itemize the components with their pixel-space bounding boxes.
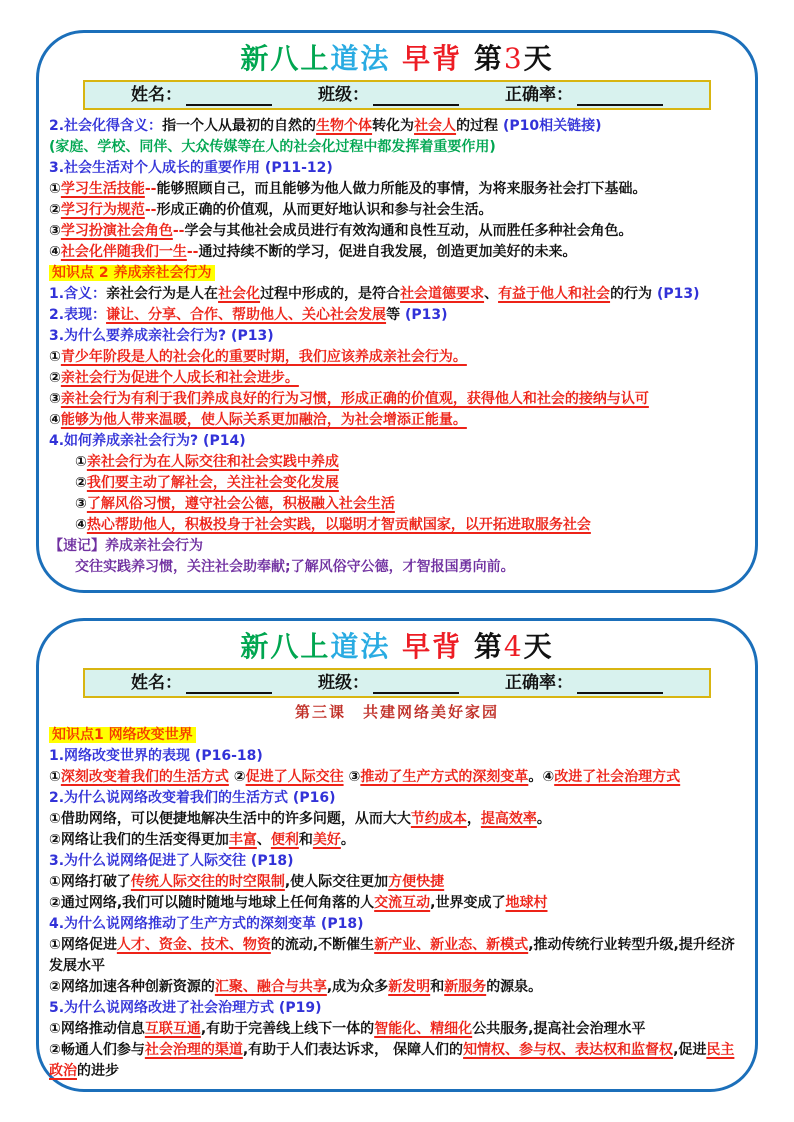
text-segment: 的行为: [610, 286, 657, 302]
text-segment: 美好: [312, 832, 341, 848]
text-line: [49, 473, 747, 494]
text-segment: 知情权、参与权、表达权和监督权: [463, 1042, 674, 1058]
text-line: [49, 893, 747, 914]
text-segment: ②: [75, 475, 87, 491]
text-line: [49, 326, 747, 347]
text-segment: 。④: [528, 769, 555, 785]
text-line: [49, 809, 747, 830]
title-segment: 道法: [330, 630, 391, 663]
text-segment: 【速记】养成亲社会行为: [49, 538, 203, 554]
subtitle-segment: 第三课 共建网络美好家园: [294, 703, 499, 721]
text-segment: ②网络让我们的生活变得更加: [49, 832, 229, 848]
text-line: [49, 515, 747, 536]
text-segment: 和: [430, 979, 445, 995]
text-line: [49, 452, 747, 473]
panel-body: [39, 114, 755, 578]
name-field: [131, 672, 272, 694]
text-segment: 人才、资金、技术、物资: [116, 937, 271, 953]
text-segment: ①借助网络，可以便捷地解决生活中的许多问题，从而大大: [49, 811, 411, 827]
text-segment: 等: [386, 307, 405, 323]
text-segment: 1.含义：: [49, 286, 107, 302]
panel-title: [39, 42, 755, 76]
text-segment: 交流互动: [374, 895, 431, 911]
text-segment: 2.为什么说网络改变着我们的生活方式 (P16): [49, 790, 336, 806]
class-label: 班级：: [318, 673, 369, 693]
text-segment: ②通过网络,我们可以随时随地与地球上任何角落的人: [49, 895, 375, 911]
text-segment: 和: [298, 832, 313, 848]
text-line: [49, 767, 747, 788]
class-blank: [373, 89, 459, 106]
text-segment: 学习扮演社会角色: [60, 223, 173, 239]
text-segment: 亲社会行为在人际交往和社会实践中养成: [86, 454, 339, 470]
text-segment: 、: [256, 832, 271, 848]
text-segment: ,有助于完善线上线下一体的: [200, 1021, 375, 1037]
title-segment: 第: [462, 630, 504, 663]
text-segment: 交往实践养习惯，关注社会助奉献;了解风俗守公德，才智报国勇向前。: [75, 559, 515, 575]
text-segment: 2.社会化得含义：: [49, 118, 163, 134]
text-segment: 知识点1 网络改变世界: [49, 727, 196, 743]
text-segment: 、: [484, 286, 499, 302]
text-segment: 2.表现：: [49, 307, 107, 323]
text-segment: 。: [340, 832, 355, 848]
text-segment: 4.为什么说网络推动了生产方式的深刻变革 (P18): [49, 916, 364, 932]
text-segment: --: [172, 223, 185, 239]
text-segment: ①: [75, 454, 87, 470]
accuracy-blank: [577, 677, 663, 694]
text-segment: 的进步: [77, 1063, 119, 1079]
title-segment: 3: [503, 42, 524, 75]
text-segment: ②: [49, 202, 61, 218]
text-segment: 青少年阶段是人的社会化的重要时期，我们应该养成亲社会行为。: [60, 349, 467, 365]
text-segment: 新产业、新业态、新模式: [374, 937, 529, 953]
title-segment: 早背: [390, 630, 463, 663]
title-segment: 4: [503, 630, 524, 663]
text-line: [49, 725, 747, 746]
text-line: [49, 1019, 747, 1040]
title-segment: 天: [523, 42, 554, 75]
accuracy-blank: [577, 89, 663, 106]
text-line: [49, 263, 747, 284]
info-bar: [83, 80, 711, 110]
text-segment: 1.网络改变世界的表现 (P16-18): [49, 748, 263, 764]
text-segment: 学会与其他社会成员进行有效沟通和良性互动，从而胜任多种社会角色。: [184, 223, 633, 239]
text-line: [49, 389, 747, 410]
text-line: [49, 788, 747, 809]
text-line: [49, 851, 747, 872]
text-segment: ,世界变成了: [430, 895, 506, 911]
text-segment: 知识点 2 养成亲社会行为: [49, 265, 215, 281]
text-segment: 推动了生产方式的深刻变革: [360, 769, 529, 785]
text-segment: (P13): [404, 307, 448, 323]
text-segment: 传统人际交往的时空限制: [130, 874, 285, 890]
text-segment: ①: [49, 349, 61, 365]
text-segment: 能够照顾自己，而且能够为他人做力所能及的事情，为将来服务社会打下基础。: [156, 181, 647, 197]
text-segment: 生物个体: [316, 118, 373, 134]
title-segment: 第: [462, 42, 504, 75]
text-segment: ,成为众多: [326, 979, 389, 995]
text-segment: ②畅通人们参与: [49, 1042, 145, 1058]
title-segment: 新八上: [240, 630, 331, 663]
text-segment: 亲社会行为有利于我们养成良好的行为习惯，形成正确的价值观，获得他人和社会的接纳与认可: [60, 391, 649, 407]
class-label: 班级：: [318, 85, 369, 105]
class-blank: [373, 677, 459, 694]
text-line: [49, 536, 747, 557]
text-segment: ②: [228, 769, 246, 785]
text-segment: 能够为他人带来温暖，使人际关系更加融洽，为社会增添正能量。: [60, 412, 467, 428]
text-segment: 汇聚、融合与共享: [214, 979, 327, 995]
text-segment: 谦让、分享、合作、帮助他人、关心社会发展: [106, 307, 387, 323]
text-segment: (家庭、学校、同伴、大众传媒等在人的社会化过程中都发挥着重要作用): [49, 139, 496, 155]
text-line: [49, 305, 747, 326]
accuracy-label: 正确率：: [505, 85, 573, 105]
text-segment: 新服务: [444, 979, 487, 995]
accuracy-field: [505, 672, 663, 694]
text-line: [49, 977, 747, 998]
text-segment: 3.为什么要养成亲社会行为? (P13): [49, 328, 274, 344]
text-segment: ,有助于人们表达诉求， 保障人们的: [242, 1042, 464, 1058]
text-segment: ④: [75, 517, 87, 533]
text-line: [49, 368, 747, 389]
text-line: [49, 410, 747, 431]
panel-title: [39, 630, 755, 664]
text-segment: ①: [49, 769, 61, 785]
text-segment: ②网络加速各种创新资源的: [49, 979, 215, 995]
text-segment: ④: [49, 412, 61, 428]
text-segment: 过程中形成的，是符合: [260, 286, 401, 302]
text-segment: 3.为什么说网络促进了人际交往 (P18): [49, 853, 294, 869]
text-segment: 智能化、精细化: [374, 1021, 473, 1037]
text-segment: 亲社会行为是人在: [106, 286, 219, 302]
text-segment: --: [144, 181, 157, 197]
text-line: [49, 242, 747, 263]
text-segment: 热心帮助他人，积极投身于社会实践，以聪明才智贡献国家，以开拓进取服务社会: [86, 517, 591, 533]
text-line: [49, 116, 747, 137]
text-segment: 有益于他人和社会: [498, 286, 611, 302]
text-segment: 社会道德要求: [400, 286, 485, 302]
name-field: [131, 84, 272, 106]
text-segment: ①: [49, 181, 61, 197]
text-segment: ①网络打破了: [49, 874, 131, 890]
name-label: 姓名：: [131, 673, 182, 693]
text-segment: 社会化伴随我们一生: [60, 244, 187, 260]
text-segment: 社会人: [414, 118, 457, 134]
text-segment: 公共服务,提高社会治理水平: [472, 1021, 646, 1037]
text-segment: 促进了人际交往: [245, 769, 344, 785]
class-field: [318, 672, 459, 694]
text-segment: 5.为什么说网络改进了社会治理方式 (P19): [49, 1000, 322, 1016]
name-blank: [186, 677, 272, 694]
text-segment: 地球村: [505, 895, 548, 911]
text-segment: (P13): [656, 286, 700, 302]
text-segment: ①网络推动信息: [49, 1021, 145, 1037]
text-line: [49, 200, 747, 221]
text-segment: 提高效率: [480, 811, 537, 827]
text-line: [49, 179, 747, 200]
accuracy-label: 正确率：: [505, 673, 573, 693]
panel-body: [39, 723, 755, 1082]
text-segment: 我们要主动了解社会，关注社会变化发展: [86, 475, 339, 491]
text-segment: 转化为: [372, 118, 415, 134]
text-segment: 社会化: [218, 286, 261, 302]
text-line: [49, 914, 747, 935]
text-segment: ,推动传统行业转型升级,提升经济发展水平: [49, 937, 735, 974]
text-line: [49, 137, 747, 158]
text-line: [49, 746, 747, 767]
text-segment: ②: [49, 370, 61, 386]
text-segment: ①网络促进: [49, 937, 117, 953]
text-segment: ③: [49, 223, 61, 239]
text-segment: 通过持续不断的学习，促进自我发展，创造更加美好的未来。: [198, 244, 577, 260]
text-line: [49, 347, 747, 368]
text-segment: 新发明: [388, 979, 431, 995]
text-segment: 3.社会生活对个人成长的重要作用 (P11-12): [49, 160, 333, 176]
text-line: [49, 431, 747, 452]
text-line: [49, 830, 747, 851]
name-blank: [186, 89, 272, 106]
name-label: 姓名：: [131, 85, 182, 105]
text-segment: ④: [49, 244, 61, 260]
text-segment: 亲社会行为促进个人成长和社会进步。: [60, 370, 299, 386]
title-segment: 早背: [390, 42, 463, 75]
text-segment: 深刻改变着我们的生活方式: [60, 769, 229, 785]
title-segment: 新八上: [240, 42, 331, 75]
text-segment: 节约成本: [410, 811, 467, 827]
title-segment: 道法: [330, 42, 391, 75]
text-line: [49, 557, 747, 578]
title-segment: 天: [523, 630, 554, 663]
text-segment: ③: [75, 496, 87, 512]
text-segment: --: [186, 244, 199, 260]
text-segment: ,促进: [673, 1042, 707, 1058]
day3-panel: [36, 30, 758, 593]
text-segment: 。: [536, 811, 551, 827]
text-line: [49, 494, 747, 515]
text-segment: (P10相关链接): [502, 118, 602, 134]
text-segment: ③: [49, 391, 61, 407]
day4-panel: [36, 618, 758, 1092]
text-segment: 便利: [270, 832, 299, 848]
text-segment: 的过程: [456, 118, 503, 134]
accuracy-field: [505, 84, 663, 106]
text-segment: 的源泉。: [486, 979, 543, 995]
text-line: [49, 872, 747, 893]
lesson-subtitle: [39, 702, 755, 722]
text-segment: 指一个人从最初的自然的: [162, 118, 317, 134]
text-segment: ③: [343, 769, 361, 785]
text-segment: 形成正确的价值观，从而更好地认识和参与社会生活。: [156, 202, 493, 218]
text-line: [49, 221, 747, 242]
text-segment: ,使人际交往更加: [284, 874, 389, 890]
info-bar: [83, 668, 711, 698]
text-line: [49, 935, 747, 977]
class-field: [318, 84, 459, 106]
text-segment: 方便快捷: [388, 874, 445, 890]
text-segment: 学习生活技能: [60, 181, 145, 197]
text-line: [49, 998, 747, 1019]
text-segment: 社会治理的渠道: [144, 1042, 243, 1058]
text-segment: --: [144, 202, 157, 218]
text-segment: ，: [466, 811, 481, 827]
text-line: [49, 1040, 747, 1082]
text-segment: 的流动,不断催生: [270, 937, 375, 953]
text-line: [49, 158, 747, 179]
text-segment: 互联互通: [144, 1021, 201, 1037]
text-segment: 4.如何养成亲社会行为? (P14): [49, 433, 246, 449]
text-segment: 学习行为规范: [60, 202, 145, 218]
text-segment: 丰富: [228, 832, 257, 848]
text-line: [49, 284, 747, 305]
text-segment: 民主政治: [49, 1042, 735, 1079]
text-segment: 了解风俗习惯，遵守社会公德，积极融入社会生活: [86, 496, 395, 512]
text-segment: 改进了社会治理方式: [554, 769, 681, 785]
